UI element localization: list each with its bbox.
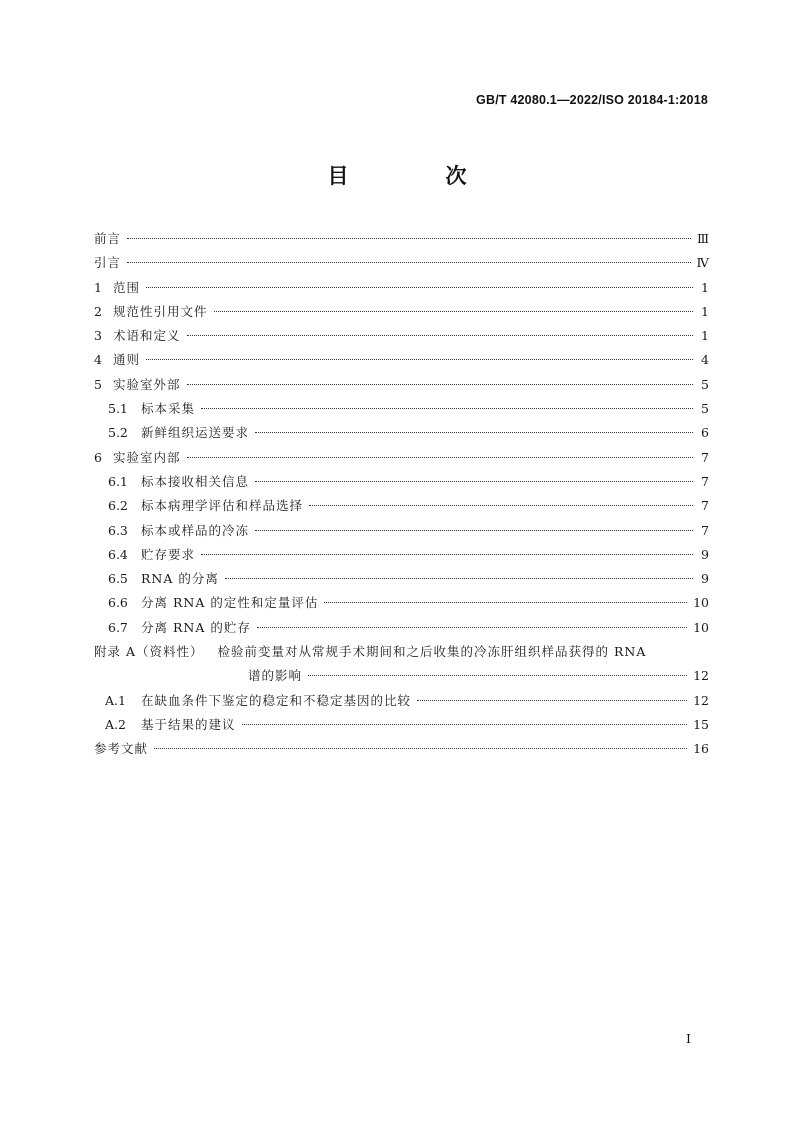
toc-page-number: 16 [693,741,709,757]
toc-section-number: 2 [94,303,102,319]
toc-page-number: Ⅳ [696,255,709,271]
dot-leader [146,359,693,360]
toc-label: 标本接收相关信息 [141,473,250,489]
toc-label: 标本或样品的冷冻 [141,522,250,538]
toc-section-number: 1 [94,279,102,295]
toc-label: 标本采集 [141,401,196,417]
toc-label: 术语和定义 [113,328,181,344]
toc-section-number: 6.1 [108,473,128,489]
toc-section-number: 6.7 [108,619,128,635]
toc-page-number: 10 [693,595,709,611]
toc-entry-6-6[interactable] [94,591,709,615]
toc-section-number: A.1 [105,692,126,708]
annex-title-continuation [94,664,709,688]
toc-page-number: 15 [693,716,709,732]
toc-page-number: 1 [701,303,709,319]
dot-leader [255,481,693,482]
dot-leader [417,700,687,701]
dot-leader [187,335,693,336]
toc-page-number: 1 [701,328,709,344]
toc-entry-5-1[interactable] [94,397,709,421]
toc-page-number: 4 [701,352,709,368]
toc-page-number: 10 [693,619,709,635]
dot-leader [187,457,693,458]
toc-label: 实验室内部 [113,449,181,465]
toc-label: 分离 RNA 的定性和定量评估 [141,595,319,611]
toc-label: 分离 RNA 的贮存 [141,619,251,635]
dot-leader [201,554,693,555]
toc-page-number: 9 [701,546,709,562]
toc-entry-4[interactable] [94,348,709,372]
toc-page-number: 7 [701,449,709,465]
dot-leader [309,505,693,506]
toc-entry-6-2[interactable] [94,494,709,518]
toc-label: 标本病理学评估和样品选择 [141,498,304,514]
dot-leader [127,238,691,239]
page-title: 目 次 [327,164,505,188]
dot-leader [242,724,688,725]
toc-label: RNA 的分离 [141,571,219,587]
dot-leader [154,748,687,749]
toc-entry-references[interactable] [94,737,709,761]
annex-title-line [94,640,709,664]
toc-label: 范围 [113,279,141,295]
dot-leader [201,408,693,409]
toc-section-number: 3 [94,328,102,344]
toc-entry-5[interactable] [94,373,709,397]
toc-label: 规范性引用文件 [113,303,208,319]
toc-entry-5-2[interactable] [94,421,709,445]
toc-page-number: Ⅲ [696,231,709,246]
table-of-contents [94,227,709,762]
toc-section-number: 6.2 [108,498,128,514]
toc-page-number: 7 [701,498,709,514]
annex-prefix: 附录 A（资料性） [94,644,204,660]
dot-leader [255,432,693,433]
toc-page-number: 12 [693,692,709,708]
toc-section-number: 4 [94,352,102,368]
dot-leader [187,384,693,385]
toc-entry-6-3[interactable] [94,519,709,543]
toc-label: 基于结果的建议 [141,716,236,732]
toc-page-number: 6 [701,425,709,441]
toc-entry-introduction[interactable] [94,251,709,275]
toc-label: 在缺血条件下鉴定的稳定和不稳定基因的比较 [141,692,412,708]
dot-leader [308,675,687,676]
toc-entry-6[interactable] [94,446,709,470]
dot-leader [127,262,690,263]
dot-leader [324,602,687,603]
toc-label: 前言 [94,231,122,246]
toc-label: 引言 [94,255,122,271]
toc-page-number: 7 [701,473,709,489]
toc-label: 参考文献 [94,741,149,757]
standard-code: GB/T 42080.1—2022/ISO 20184-1:2018 [476,93,708,107]
dot-leader [225,578,693,579]
dot-leader [146,287,693,288]
toc-page-number: 7 [701,522,709,538]
toc-entry-preface[interactable] [94,227,709,251]
toc-section-number: 5.2 [108,425,128,441]
toc-label: 实验室外部 [113,376,181,392]
toc-section-number: A.2 [105,716,126,732]
toc-section-number: 6.3 [108,522,128,538]
toc-section-number: 6.6 [108,595,128,611]
toc-entry-3[interactable] [94,324,709,348]
toc-page-number: 9 [701,571,709,587]
toc-entry-6-5[interactable] [94,567,709,591]
toc-section-number: 6 [94,449,102,465]
annex-label-line2: 谱的影响 [248,668,303,684]
toc-entry-a-2[interactable] [94,713,709,737]
toc-label: 通则 [113,352,141,368]
toc-entry-1[interactable] [94,276,709,300]
dot-leader [255,530,693,531]
dot-leader [214,311,693,312]
toc-page-number: 5 [701,401,709,417]
toc-section-number: 6.4 [108,546,128,562]
footer-page-number: I [686,1031,691,1046]
toc-entry-annex-a[interactable] [94,640,709,689]
toc-section-number: 5.1 [108,401,128,417]
toc-entry-6-7[interactable] [94,616,709,640]
dot-leader [257,627,687,628]
toc-page-number: 5 [701,376,709,392]
toc-entry-6-4[interactable] [94,543,709,567]
toc-section-number: 5 [94,376,102,392]
toc-label: 新鲜组织运送要求 [141,425,250,441]
toc-page-number: 12 [693,668,709,684]
toc-label: 贮存要求 [141,546,196,562]
toc-entry-6-1[interactable] [94,470,709,494]
toc-entry-a-1[interactable] [94,689,709,713]
annex-label-line1: 检验前变量对从常规手术期间和之后收集的冷冻肝组织样品获得的 RNA [217,644,647,660]
toc-section-number: 6.5 [108,571,128,587]
toc-page-number: 1 [701,279,709,295]
toc-entry-2[interactable] [94,300,709,324]
